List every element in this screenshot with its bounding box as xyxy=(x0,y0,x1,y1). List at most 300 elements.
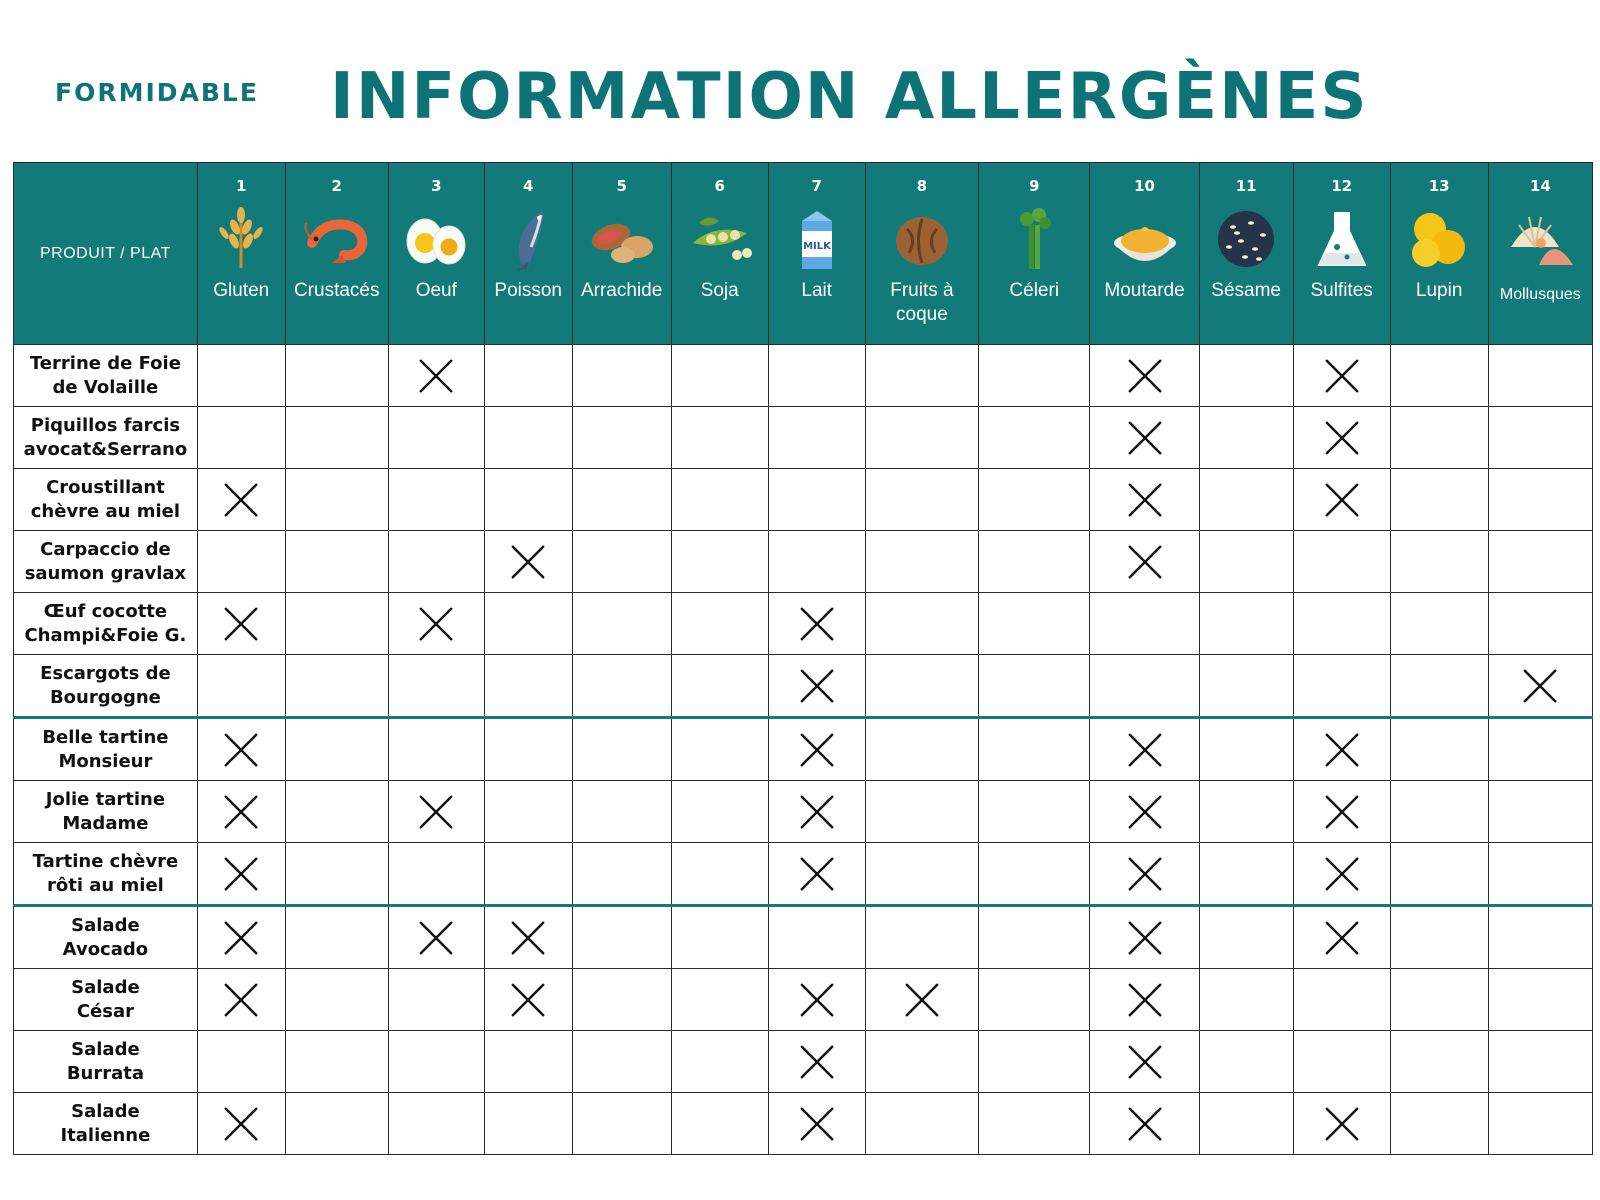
egg-icon xyxy=(401,203,471,273)
allergen-header-4 xyxy=(484,163,572,345)
allergen-cell-3 xyxy=(388,906,484,969)
allergen-cell-14 xyxy=(1488,469,1592,531)
walnut-icon xyxy=(887,203,957,273)
allergen-header-12 xyxy=(1293,163,1390,345)
allergen-name: Moutarde xyxy=(1104,280,1185,301)
product-name-line1: Belle tartine xyxy=(42,726,169,748)
cross-mark-icon xyxy=(1521,667,1559,705)
allergen-name: Mollusques xyxy=(1499,286,1581,303)
allergen-cell-12 xyxy=(1293,593,1390,655)
cross-mark-icon xyxy=(1126,1043,1164,1081)
allergen-cell-3 xyxy=(388,1093,484,1155)
allergen-cell-8 xyxy=(865,655,978,718)
allergen-cell-7 xyxy=(768,593,865,655)
allergen-cell-8 xyxy=(865,469,978,531)
allergen-header-5 xyxy=(572,163,671,345)
allergen-cell-2 xyxy=(285,531,388,593)
cross-mark-icon xyxy=(798,667,836,705)
allergen-cell-12 xyxy=(1293,906,1390,969)
allergen-number: 4 xyxy=(522,177,534,195)
allergen-header-7 xyxy=(768,163,865,345)
cross-mark-icon xyxy=(417,919,455,957)
cross-mark-icon xyxy=(417,605,455,643)
product-name-line2: Avocado xyxy=(62,938,149,960)
cross-mark-icon xyxy=(798,731,836,769)
allergen-cell-8 xyxy=(865,843,978,906)
cross-mark-icon xyxy=(1323,855,1361,893)
table-row xyxy=(14,969,1593,1031)
allergen-cell-7 xyxy=(768,531,865,593)
allergen-cell-14 xyxy=(1488,1093,1592,1155)
cross-mark-icon xyxy=(509,919,547,957)
table-row xyxy=(14,843,1593,906)
table-row xyxy=(14,655,1593,718)
allergen-cell-1 xyxy=(197,469,285,531)
allergen-cell-13 xyxy=(1390,593,1488,655)
allergen-cell-10 xyxy=(1090,906,1199,969)
brand-logo: FORMIDABLE xyxy=(55,78,259,107)
allergen-cell-13 xyxy=(1390,1031,1488,1093)
allergen-cell-9 xyxy=(979,407,1090,469)
cross-mark-icon xyxy=(1126,419,1164,457)
allergen-cell-13 xyxy=(1390,407,1488,469)
product-name-line2: César xyxy=(76,1000,134,1022)
allergen-cell-9 xyxy=(979,1031,1090,1093)
product-name-cell xyxy=(14,655,198,718)
allergen-cell-5 xyxy=(572,531,671,593)
product-name-line2: Madame xyxy=(62,812,149,834)
allergen-cell-1 xyxy=(197,407,285,469)
allergen-cell-3 xyxy=(388,655,484,718)
allergen-name: Oeuf xyxy=(415,280,457,301)
product-name-line2: avocat&Serrano xyxy=(23,438,188,460)
product-name-cell xyxy=(14,407,198,469)
cross-mark-icon xyxy=(798,1105,836,1143)
product-name-cell xyxy=(14,781,198,843)
cross-mark-icon xyxy=(509,543,547,581)
allergen-cell-14 xyxy=(1488,345,1592,407)
allergen-cell-1 xyxy=(197,969,285,1031)
allergen-cell-9 xyxy=(979,781,1090,843)
allergen-cell-13 xyxy=(1390,531,1488,593)
allergen-cell-4 xyxy=(484,781,572,843)
allergen-cell-8 xyxy=(865,531,978,593)
allergen-cell-10 xyxy=(1090,593,1199,655)
allergen-cell-12 xyxy=(1293,531,1390,593)
allergen-number: 6 xyxy=(714,177,725,195)
allergen-header-8 xyxy=(865,163,978,345)
allergen-cell-12 xyxy=(1293,781,1390,843)
allergen-cell-9 xyxy=(979,469,1090,531)
allergen-cell-10 xyxy=(1090,1093,1199,1155)
allergen-cell-10 xyxy=(1090,407,1199,469)
allergen-cell-8 xyxy=(865,969,978,1031)
allergen-cell-2 xyxy=(285,655,388,718)
allergen-cell-6 xyxy=(671,531,768,593)
allergen-cell-8 xyxy=(865,906,978,969)
wheat-icon xyxy=(206,203,276,273)
allergen-cell-9 xyxy=(979,843,1090,906)
allergen-cell-14 xyxy=(1488,531,1592,593)
allergen-number: 2 xyxy=(331,177,342,195)
allergen-cell-3 xyxy=(388,969,484,1031)
shrimp-icon xyxy=(302,203,372,273)
allergen-cell-11 xyxy=(1199,781,1293,843)
allergen-cell-4 xyxy=(484,969,572,1031)
allergen-cell-7 xyxy=(768,469,865,531)
allergen-cell-13 xyxy=(1390,843,1488,906)
allergen-cell-6 xyxy=(671,906,768,969)
fish-icon xyxy=(493,203,563,273)
allergen-cell-4 xyxy=(484,593,572,655)
allergen-name: Fruits à coque xyxy=(890,280,954,325)
allergen-cell-12 xyxy=(1293,407,1390,469)
allergen-name: Gluten xyxy=(213,280,270,301)
allergen-number: 13 xyxy=(1428,177,1450,195)
product-name-cell xyxy=(14,906,198,969)
allergen-cell-11 xyxy=(1199,718,1293,781)
cross-mark-icon xyxy=(798,605,836,643)
allergen-cell-3 xyxy=(388,593,484,655)
cross-mark-icon xyxy=(222,605,260,643)
allergen-number: 3 xyxy=(431,177,442,195)
allergen-cell-4 xyxy=(484,1031,572,1093)
allergen-number: 11 xyxy=(1235,177,1257,195)
allergen-cell-8 xyxy=(865,781,978,843)
cross-mark-icon xyxy=(798,981,836,1019)
cross-mark-icon xyxy=(1126,793,1164,831)
allergen-header-11 xyxy=(1199,163,1293,345)
cross-mark-icon xyxy=(1126,731,1164,769)
product-name-line1: Jolie tartine xyxy=(45,788,166,810)
allergen-header-6 xyxy=(671,163,768,345)
allergen-number: 14 xyxy=(1529,177,1551,195)
allergen-number: 7 xyxy=(811,177,822,195)
allergen-name: Lait xyxy=(801,280,833,301)
allergen-cell-10 xyxy=(1090,781,1199,843)
allergen-cell-10 xyxy=(1090,345,1199,407)
allergen-cell-12 xyxy=(1293,969,1390,1031)
allergen-cell-2 xyxy=(285,469,388,531)
page-title: INFORMATION ALLERGÈNES xyxy=(330,60,1369,134)
table-row xyxy=(14,345,1593,407)
cross-mark-icon xyxy=(1323,481,1361,519)
allergen-cell-5 xyxy=(572,1031,671,1093)
allergen-cell-5 xyxy=(572,781,671,843)
allergen-cell-9 xyxy=(979,655,1090,718)
allergen-cell-14 xyxy=(1488,843,1592,906)
lupin-icon xyxy=(1404,203,1474,273)
allergen-cell-6 xyxy=(671,593,768,655)
allergen-cell-11 xyxy=(1199,1031,1293,1093)
cross-mark-icon xyxy=(1323,919,1361,957)
allergen-cell-1 xyxy=(197,531,285,593)
cross-mark-icon xyxy=(1323,1105,1361,1143)
table-row xyxy=(14,906,1593,969)
product-name-line1: Salade xyxy=(71,1100,140,1122)
allergen-cell-12 xyxy=(1293,1093,1390,1155)
cross-mark-icon xyxy=(903,981,941,1019)
allergen-cell-3 xyxy=(388,407,484,469)
product-name-cell xyxy=(14,1031,198,1093)
allergen-cell-13 xyxy=(1390,969,1488,1031)
allergen-cell-7 xyxy=(768,407,865,469)
table-body xyxy=(14,345,1593,1155)
allergen-cell-14 xyxy=(1488,655,1592,718)
allergen-cell-7 xyxy=(768,345,865,407)
allergen-cell-7 xyxy=(768,969,865,1031)
allergen-cell-7 xyxy=(768,655,865,718)
cross-mark-icon xyxy=(798,1043,836,1081)
table-row xyxy=(14,1093,1593,1155)
allergen-number: 9 xyxy=(1029,177,1040,195)
product-name-line2: Burrata xyxy=(66,1062,144,1084)
allergen-number: 5 xyxy=(616,177,627,195)
allergen-header-13 xyxy=(1390,163,1488,345)
product-name-line2: chèvre au miel xyxy=(30,500,181,522)
allergen-name: Sésame xyxy=(1211,280,1281,301)
allergen-cell-7 xyxy=(768,1093,865,1155)
allergen-cell-9 xyxy=(979,593,1090,655)
allergen-cell-11 xyxy=(1199,345,1293,407)
allergen-cell-8 xyxy=(865,718,978,781)
allergen-cell-12 xyxy=(1293,1031,1390,1093)
allergen-name: Arrachide xyxy=(580,280,663,301)
allergen-cell-6 xyxy=(671,407,768,469)
allergen-cell-1 xyxy=(197,345,285,407)
celery-icon xyxy=(999,203,1069,273)
allergen-cell-2 xyxy=(285,1031,388,1093)
allergen-cell-5 xyxy=(572,655,671,718)
allergen-cell-2 xyxy=(285,1093,388,1155)
allergen-cell-1 xyxy=(197,781,285,843)
header-row xyxy=(14,163,1593,345)
cross-mark-icon xyxy=(417,357,455,395)
allergen-cell-4 xyxy=(484,906,572,969)
allergen-cell-3 xyxy=(388,345,484,407)
mustard-icon xyxy=(1110,203,1180,273)
allergen-cell-13 xyxy=(1390,718,1488,781)
allergen-cell-12 xyxy=(1293,843,1390,906)
allergen-cell-10 xyxy=(1090,969,1199,1031)
allergen-cell-6 xyxy=(671,1031,768,1093)
allergen-cell-11 xyxy=(1199,655,1293,718)
allergen-cell-14 xyxy=(1488,1031,1592,1093)
cross-mark-icon xyxy=(1323,731,1361,769)
allergen-cell-2 xyxy=(285,843,388,906)
allergen-number: 1 xyxy=(236,177,247,195)
allergen-cell-11 xyxy=(1199,407,1293,469)
allergen-cell-1 xyxy=(197,718,285,781)
cross-mark-icon xyxy=(1323,793,1361,831)
allergen-cell-6 xyxy=(671,345,768,407)
allergen-cell-1 xyxy=(197,593,285,655)
allergen-header-14 xyxy=(1488,163,1592,345)
cross-mark-icon xyxy=(798,855,836,893)
allergen-name: Poisson xyxy=(494,280,563,301)
product-name-line2: Champi&Foie G. xyxy=(24,624,187,646)
product-name-line1: Escargots de xyxy=(40,662,171,684)
allergen-cell-4 xyxy=(484,469,572,531)
allergen-cell-5 xyxy=(572,469,671,531)
allergen-cell-10 xyxy=(1090,469,1199,531)
product-name-cell xyxy=(14,969,198,1031)
product-name-line1: Tartine chèvre xyxy=(32,850,179,872)
product-name-line1: Croustillant xyxy=(46,476,165,498)
allergen-cell-2 xyxy=(285,407,388,469)
allergen-cell-4 xyxy=(484,407,572,469)
allergen-cell-11 xyxy=(1199,843,1293,906)
product-name-line2: Monsieur xyxy=(58,750,153,772)
cross-mark-icon xyxy=(222,1105,260,1143)
allergen-cell-7 xyxy=(768,781,865,843)
cross-mark-icon xyxy=(1126,357,1164,395)
allergen-cell-13 xyxy=(1390,469,1488,531)
allergen-cell-6 xyxy=(671,781,768,843)
allergen-cell-14 xyxy=(1488,407,1592,469)
allergen-name: Sulfites xyxy=(1310,280,1373,301)
allergen-name: Soja xyxy=(700,280,739,301)
allergen-cell-4 xyxy=(484,843,572,906)
allergen-cell-11 xyxy=(1199,531,1293,593)
table-row xyxy=(14,531,1593,593)
peanut-icon xyxy=(587,203,657,273)
allergen-cell-5 xyxy=(572,407,671,469)
table-row xyxy=(14,781,1593,843)
product-name-line1: Carpaccio de xyxy=(40,538,171,560)
allergen-cell-7 xyxy=(768,906,865,969)
cross-mark-icon xyxy=(222,981,260,1019)
shell-icon xyxy=(1505,203,1575,273)
allergen-cell-5 xyxy=(572,718,671,781)
allergen-cell-4 xyxy=(484,655,572,718)
product-name-line2: rôti au miel xyxy=(47,874,164,896)
allergen-cell-4 xyxy=(484,345,572,407)
product-name-line1: Terrine de Foie xyxy=(29,352,181,374)
allergen-cell-2 xyxy=(285,593,388,655)
allergen-cell-13 xyxy=(1390,1093,1488,1155)
allergen-cell-5 xyxy=(572,906,671,969)
allergen-cell-1 xyxy=(197,1031,285,1093)
allergen-cell-1 xyxy=(197,655,285,718)
cross-mark-icon xyxy=(1126,1105,1164,1143)
allergen-cell-3 xyxy=(388,1031,484,1093)
allergen-number: 8 xyxy=(916,177,928,195)
allergen-cell-3 xyxy=(388,531,484,593)
cross-mark-icon xyxy=(1126,855,1164,893)
allergen-cell-3 xyxy=(388,843,484,906)
allergen-cell-2 xyxy=(285,781,388,843)
cross-mark-icon xyxy=(798,793,836,831)
allergen-cell-1 xyxy=(197,843,285,906)
allergen-cell-1 xyxy=(197,1093,285,1155)
allergen-cell-11 xyxy=(1199,469,1293,531)
allergen-header-10 xyxy=(1090,163,1199,345)
product-name-line1: Salade xyxy=(71,1038,140,1060)
allergen-cell-8 xyxy=(865,407,978,469)
allergen-cell-6 xyxy=(671,469,768,531)
allergen-cell-10 xyxy=(1090,655,1199,718)
cross-mark-icon xyxy=(1126,981,1164,1019)
product-name-line1: Œuf cocotte xyxy=(43,600,168,622)
allergen-cell-8 xyxy=(865,1093,978,1155)
allergen-cell-14 xyxy=(1488,969,1592,1031)
product-name-cell xyxy=(14,718,198,781)
cross-mark-icon xyxy=(1323,357,1361,395)
allergen-number: 10 xyxy=(1134,177,1155,195)
product-name-cell xyxy=(14,593,198,655)
allergen-cell-10 xyxy=(1090,718,1199,781)
allergen-cell-1 xyxy=(197,906,285,969)
product-name-cell xyxy=(14,345,198,407)
allergen-cell-3 xyxy=(388,781,484,843)
allergen-cell-14 xyxy=(1488,593,1592,655)
allergen-cell-5 xyxy=(572,345,671,407)
allergen-cell-10 xyxy=(1090,531,1199,593)
cross-mark-icon xyxy=(417,793,455,831)
allergen-cell-5 xyxy=(572,843,671,906)
allergen-cell-10 xyxy=(1090,843,1199,906)
table-row xyxy=(14,469,1593,531)
cross-mark-icon xyxy=(1323,419,1361,457)
cross-mark-icon xyxy=(222,731,260,769)
table-row xyxy=(14,593,1593,655)
allergen-number: 12 xyxy=(1331,177,1353,195)
table-row xyxy=(14,1031,1593,1093)
allergen-cell-13 xyxy=(1390,906,1488,969)
allergen-cell-5 xyxy=(572,1093,671,1155)
flask-icon xyxy=(1307,203,1377,273)
milk-icon xyxy=(782,203,852,273)
allergen-cell-7 xyxy=(768,843,865,906)
cross-mark-icon xyxy=(509,981,547,1019)
allergen-cell-11 xyxy=(1199,593,1293,655)
allergen-cell-12 xyxy=(1293,469,1390,531)
allergen-cell-12 xyxy=(1293,655,1390,718)
svg-text:MILK: MILK xyxy=(802,241,831,252)
allergen-cell-8 xyxy=(865,1031,978,1093)
allergen-table xyxy=(13,162,1593,1155)
allergen-cell-11 xyxy=(1199,1093,1293,1155)
cross-mark-icon xyxy=(1126,919,1164,957)
cross-mark-icon xyxy=(1126,543,1164,581)
allergen-name: Crustacés xyxy=(293,280,380,301)
allergen-cell-2 xyxy=(285,906,388,969)
allergen-cell-9 xyxy=(979,906,1090,969)
allergen-cell-6 xyxy=(671,843,768,906)
allergen-cell-5 xyxy=(572,593,671,655)
product-name-line1: Salade xyxy=(71,914,140,936)
allergen-name: Lupin xyxy=(1415,280,1463,301)
allergen-cell-12 xyxy=(1293,718,1390,781)
soy-icon xyxy=(685,203,755,273)
cross-mark-icon xyxy=(222,793,260,831)
allergen-cell-7 xyxy=(768,718,865,781)
allergen-cell-10 xyxy=(1090,1031,1199,1093)
allergen-header-9 xyxy=(979,163,1090,345)
allergen-cell-2 xyxy=(285,718,388,781)
product-name-line2: Bourgogne xyxy=(49,686,161,708)
allergen-cell-14 xyxy=(1488,718,1592,781)
allergen-header-2 xyxy=(285,163,388,345)
allergen-cell-5 xyxy=(572,969,671,1031)
allergen-cell-13 xyxy=(1390,655,1488,718)
table-row xyxy=(14,718,1593,781)
allergen-name: Céleri xyxy=(1009,280,1060,301)
allergen-cell-2 xyxy=(285,345,388,407)
allergen-cell-11 xyxy=(1199,969,1293,1031)
allergen-cell-9 xyxy=(979,345,1090,407)
